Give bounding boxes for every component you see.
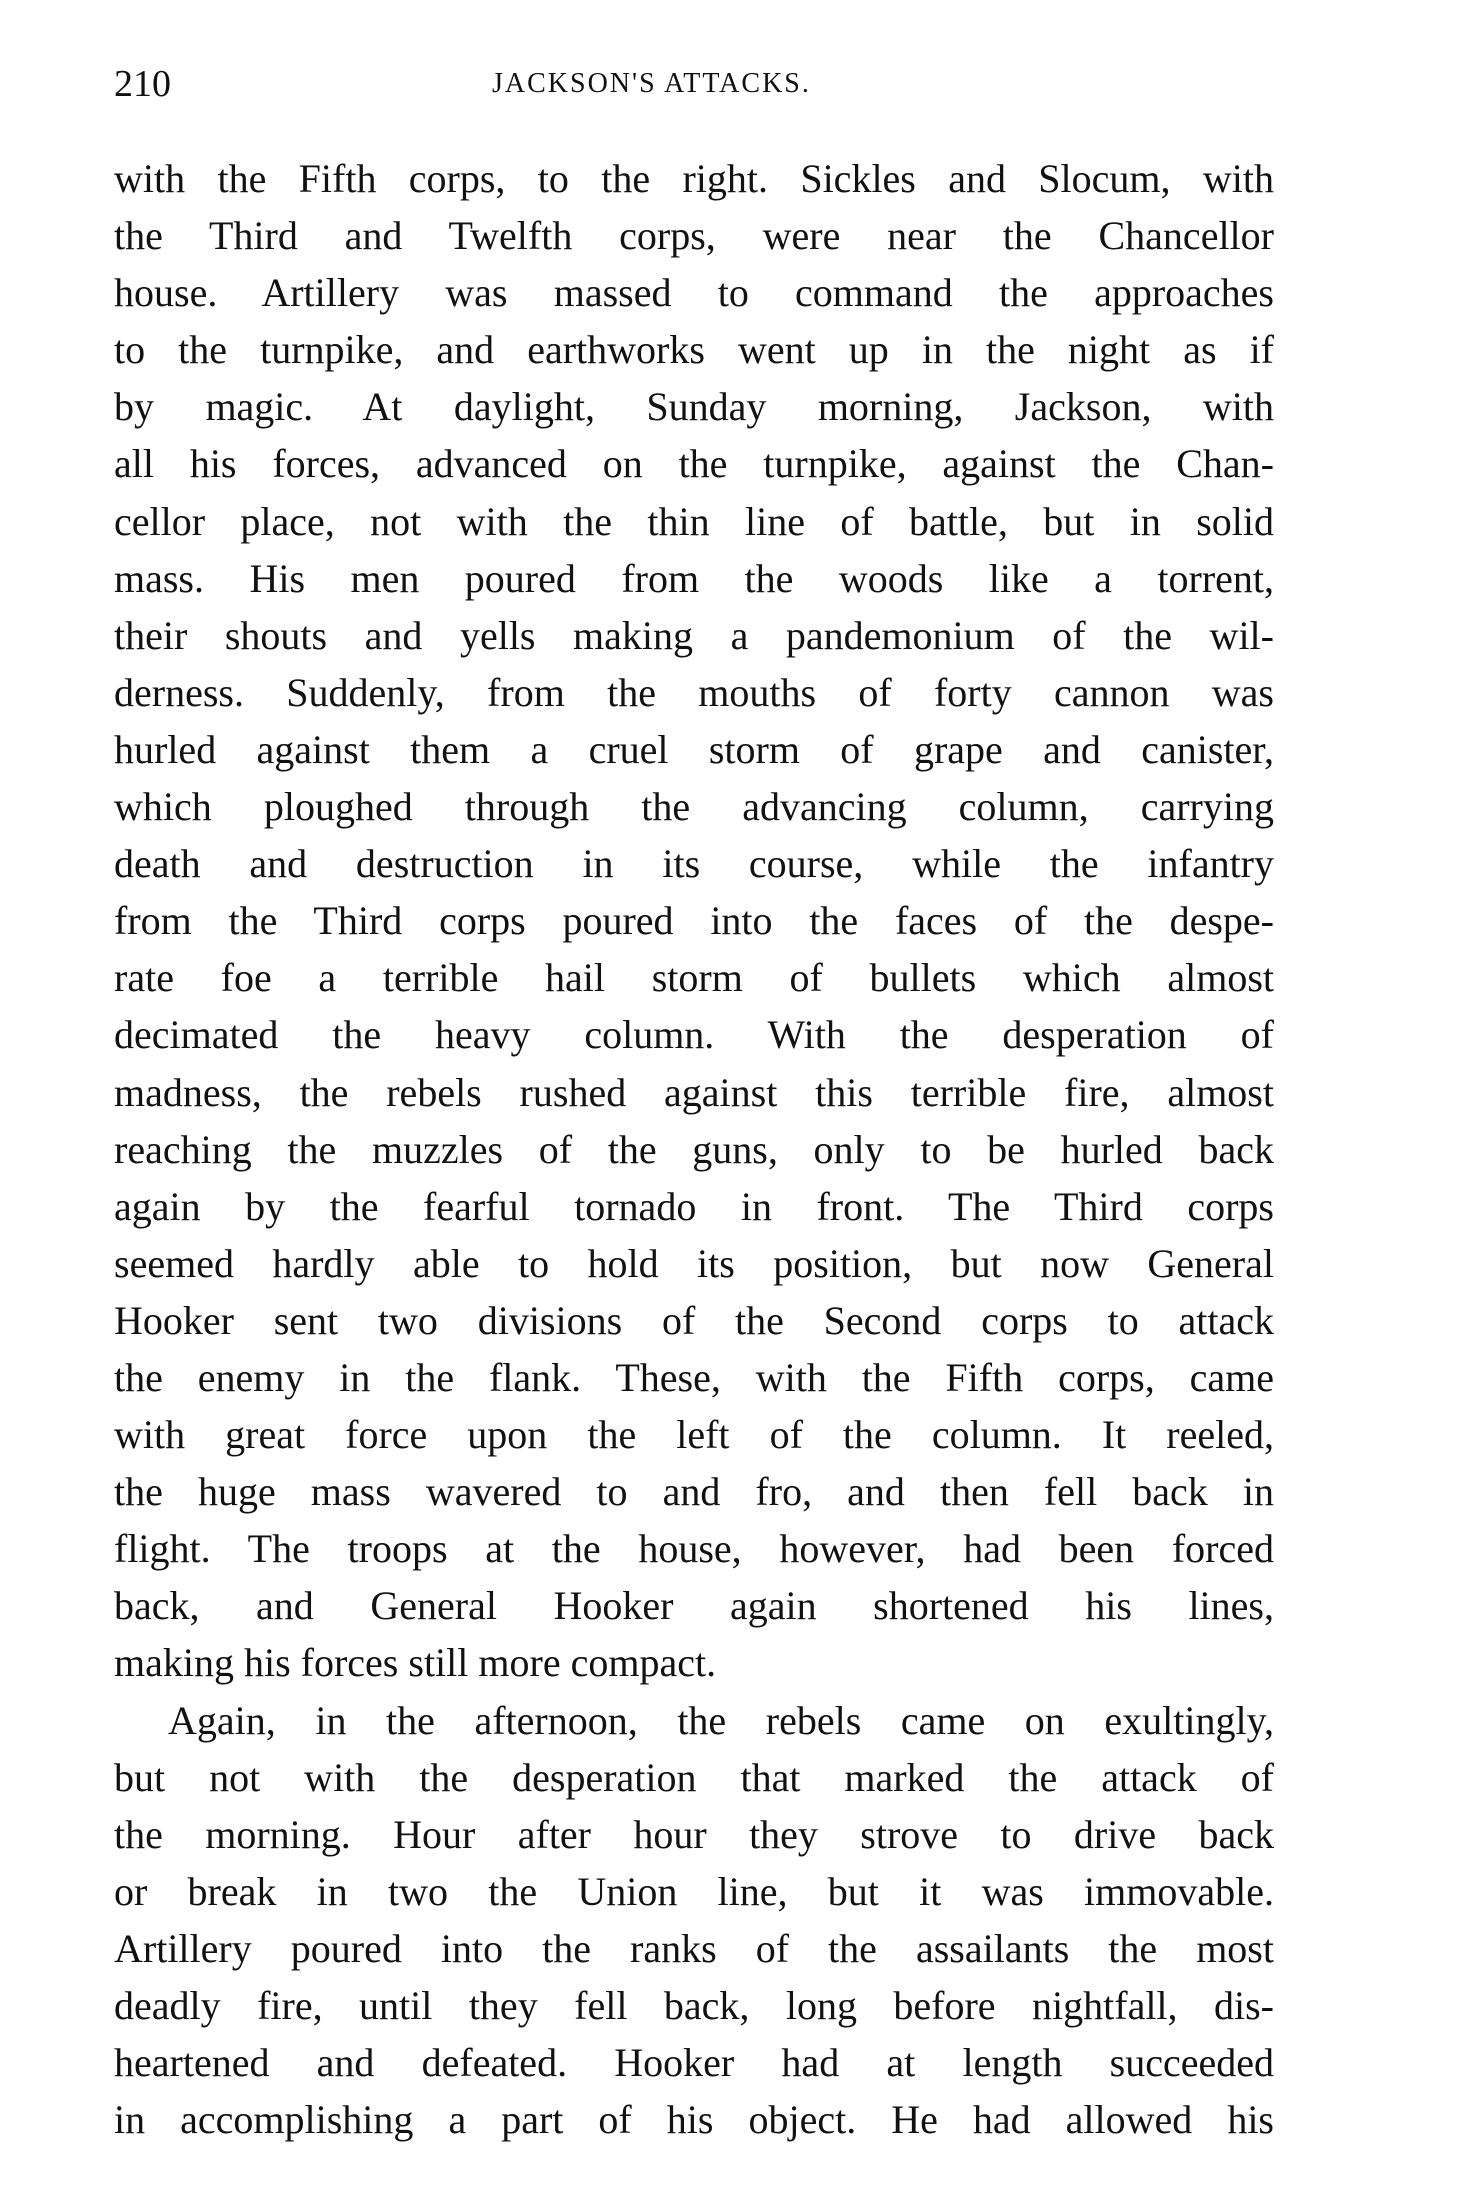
text-line: flight. The troops at the house, however, had been forced xyxy=(114,1526,1274,1572)
text-line: but not with the desperation that marked the attack of xyxy=(114,1754,1274,1800)
text-line: madness, the rebels rushed against this terrible fire, almost xyxy=(114,1069,1274,1115)
text-line: the enemy in the flank. These, with the Fifth corps, came xyxy=(114,1354,1274,1400)
text-line: death and destruction in its course, while the infantry xyxy=(114,841,1274,887)
text-line: back, and General Hooker again shortened his lines, xyxy=(114,1583,1274,1629)
text-line: hurled against them a cruel storm of grape and canister, xyxy=(114,726,1274,772)
text-line: or break in two the Union line, but it was immovable. xyxy=(114,1868,1274,1914)
text-line: which ploughed through the advancing column, carrying xyxy=(114,784,1274,830)
text-line: by magic. At daylight, Sunday morning, Jackson, with xyxy=(114,384,1274,430)
page-number: 210 xyxy=(114,63,171,105)
text-line: Artillery poured into the ranks of the assailants the most xyxy=(114,1925,1274,1971)
text-line: their shouts and yells making a pandemonium of the wil- xyxy=(114,612,1274,658)
text-line: house. Artillery was massed to command the approaches xyxy=(114,270,1274,316)
text-line: the morning. Hour after hour they strove to drive back xyxy=(114,1811,1274,1857)
text-line: again by the fearful tornado in front. The Third corps xyxy=(114,1183,1274,1229)
text-line: to the turnpike, and earthworks went up in the night as if xyxy=(114,327,1274,373)
text-line: heartened and defeated. Hooker had at length succeeded xyxy=(114,2040,1274,2086)
text-line: derness. Suddenly, from the mouths of forty cannon was xyxy=(114,669,1274,715)
page-body xyxy=(114,150,1274,2148)
text-line: decimated the heavy column. With the desperation of xyxy=(114,1012,1274,1058)
text-line: deadly fire, until they fell back, long before nightfall, dis- xyxy=(114,1983,1274,2028)
text-line: seemed hardly able to hold its position, but now General xyxy=(114,1240,1274,1286)
text-line: the Third and Twelfth corps, were near the Chancellor xyxy=(114,213,1274,259)
running-title: JACKSON'S ATTACKS. xyxy=(492,68,811,99)
text-line: making his forces still more compact. xyxy=(114,1640,717,1686)
text-line: the huge mass wavered to and fro, and then fell back in xyxy=(114,1469,1274,1515)
text-line: cellor place, not with the thin line of battle, but in solid xyxy=(114,498,1274,544)
text-line: rate foe a terrible hail storm of bullets which almost xyxy=(114,955,1274,1001)
text-line: Again, in the afternoon, the rebels came on exultingly, xyxy=(168,1697,1274,1743)
paragraph-1 xyxy=(114,150,1274,1692)
text-line: with the Fifth corps, to the right. Sickles and Slocum, with xyxy=(114,156,1274,201)
text-line: from the Third corps poured into the faces of the despe- xyxy=(114,898,1274,944)
text-line: mass. His men poured from the woods like a torrent, xyxy=(114,555,1274,601)
text-line: all his forces, advanced on the turnpike, against the Chan- xyxy=(114,441,1274,487)
text-line: Hooker sent two divisions of the Second corps to attack xyxy=(114,1297,1274,1343)
text-line: with great force upon the left of the column. It reeled, xyxy=(114,1412,1274,1458)
text-line: reaching the muzzles of the guns, only to be hurled back xyxy=(114,1126,1274,1172)
paragraph-2 xyxy=(114,1692,1274,2149)
text-line: in accomplishing a part of his object. He had allowed his xyxy=(114,2097,1274,2143)
